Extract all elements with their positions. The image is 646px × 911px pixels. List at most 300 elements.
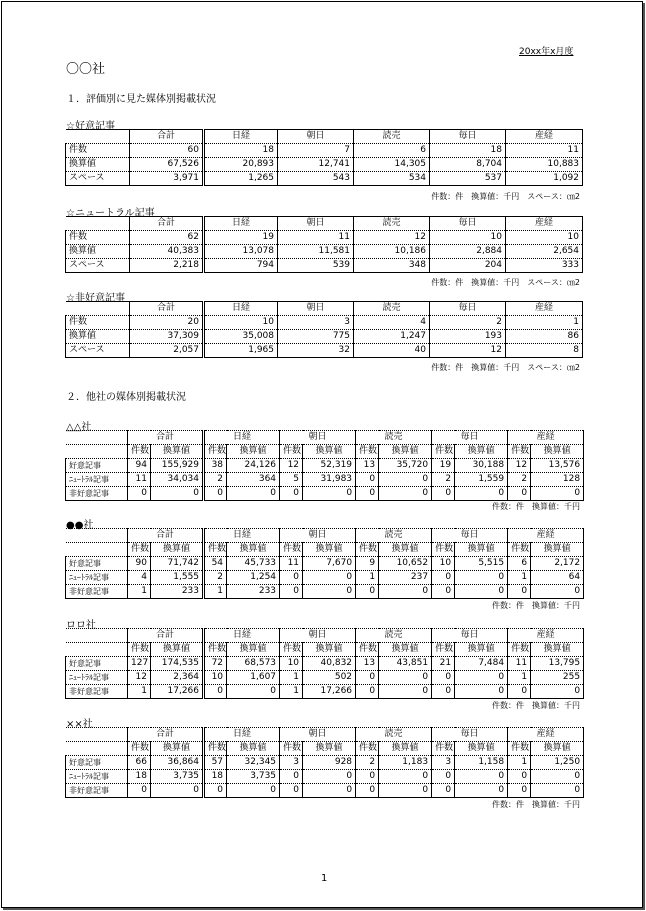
col-header: 朝日 xyxy=(278,130,354,144)
section1-table1-title: ☆ニュートラル記事 xyxy=(66,208,155,219)
sub-header: 換算値 xyxy=(303,445,356,459)
col-header: 合計 xyxy=(128,529,204,543)
sub-header: 換算値 xyxy=(455,543,508,557)
sub-header: 換算値 xyxy=(531,742,584,756)
company-table xyxy=(65,430,584,501)
cell: 928 xyxy=(303,756,356,770)
cell: 13 xyxy=(356,657,379,671)
cell: 2 xyxy=(204,473,227,487)
cell: 1 xyxy=(128,585,151,599)
cell: 6 xyxy=(508,557,531,571)
cell: 237 xyxy=(379,571,432,585)
cell: 35,720 xyxy=(379,459,432,473)
cell: 0 xyxy=(227,487,280,501)
cell: 127 xyxy=(128,657,151,671)
cell: 11,581 xyxy=(278,245,354,259)
table-row xyxy=(66,784,584,798)
cell: 0 xyxy=(508,770,531,784)
cell: 12 xyxy=(354,231,430,245)
cell: 36,864 xyxy=(151,756,204,770)
cell: 2 xyxy=(356,756,379,770)
cell: 0 xyxy=(432,571,455,585)
cell: 11 xyxy=(278,231,354,245)
corner-cell xyxy=(66,217,130,231)
cell: 12 xyxy=(508,459,531,473)
cell: 2,364 xyxy=(151,671,204,685)
cell: 1,607 xyxy=(227,671,280,685)
table-row xyxy=(66,671,584,685)
row-label: 非好意記事 xyxy=(66,585,128,599)
company-table xyxy=(65,528,584,599)
col-header: 産経 xyxy=(506,217,583,231)
table-header-row xyxy=(66,728,584,742)
company-table xyxy=(65,628,584,699)
row-label: 換算値 xyxy=(66,158,130,172)
sub-header: 件数 xyxy=(508,742,531,756)
cell: 12 xyxy=(430,344,506,358)
cell: 0 xyxy=(455,671,508,685)
col-header: 読売 xyxy=(354,302,430,316)
cell: 0 xyxy=(455,685,508,699)
cell: 0 xyxy=(151,784,204,798)
sub-header: 換算値 xyxy=(227,742,280,756)
cell: 0 xyxy=(432,671,455,685)
cell: 0 xyxy=(151,487,204,501)
table-row xyxy=(66,685,584,699)
cell: 0 xyxy=(531,770,584,784)
cell: 794 xyxy=(204,259,278,273)
sub-header: 換算値 xyxy=(303,742,356,756)
sub-header: 件数 xyxy=(128,543,151,557)
cell: 364 xyxy=(227,473,280,487)
cell: 12,741 xyxy=(278,158,354,172)
cell: 0 xyxy=(280,784,303,798)
section1-table2 xyxy=(65,301,583,358)
cell: 3,735 xyxy=(227,770,280,784)
cell: 57 xyxy=(204,756,227,770)
cell: 0 xyxy=(128,784,151,798)
sub-header: 換算値 xyxy=(379,742,432,756)
cell: 14,305 xyxy=(354,158,430,172)
cell: 18 xyxy=(204,144,278,158)
cell: 10,186 xyxy=(354,245,430,259)
cell: 7,484 xyxy=(455,657,508,671)
section2-title: ２．他社の媒体別掲載状況 xyxy=(66,392,186,403)
cell: 3 xyxy=(280,756,303,770)
row-label: 好意記事 xyxy=(66,756,128,770)
sub-header: 件数 xyxy=(356,445,379,459)
company-name: ロロ社 xyxy=(66,620,96,631)
cell: 0 xyxy=(379,784,432,798)
cell: 10,652 xyxy=(379,557,432,571)
cell: 0 xyxy=(531,585,584,599)
col-header: 読売 xyxy=(356,728,432,742)
col-header: 産経 xyxy=(508,728,584,742)
cell: 1 xyxy=(508,756,531,770)
col-header: 合計 xyxy=(128,431,204,445)
corner-cell xyxy=(66,529,128,543)
table-row xyxy=(66,172,583,186)
sub-header: 件数 xyxy=(508,543,531,557)
table-header-row xyxy=(66,431,584,445)
cell: 8 xyxy=(506,344,583,358)
cell: 0 xyxy=(356,473,379,487)
col-header: 朝日 xyxy=(280,728,356,742)
cell: 0 xyxy=(227,685,280,699)
sub-header: 件数 xyxy=(508,643,531,657)
sub-header: 換算値 xyxy=(455,445,508,459)
sub-header: 件数 xyxy=(432,643,455,657)
cell: 4 xyxy=(354,316,430,330)
section1-title: １．評価別に見た媒体別掲載状況 xyxy=(66,94,216,105)
row-label: 件数 xyxy=(66,231,130,245)
cell: 2 xyxy=(508,473,531,487)
cell: 30,188 xyxy=(455,459,508,473)
row-label: 非好意記事 xyxy=(66,487,128,501)
cell: 11 xyxy=(508,657,531,671)
cell: 11 xyxy=(280,557,303,571)
row-label: 件数 xyxy=(66,316,130,330)
table-header-row xyxy=(66,529,584,543)
table-row xyxy=(66,144,583,158)
sub-header: 換算値 xyxy=(151,742,204,756)
cell: 67,526 xyxy=(130,158,204,172)
corner-cell xyxy=(66,302,130,316)
company-name: ●●社 xyxy=(66,520,94,531)
table-subheader-row xyxy=(66,742,584,756)
cell: 12 xyxy=(128,671,151,685)
col-header: 日経 xyxy=(204,217,278,231)
table-row xyxy=(66,316,583,330)
cell: 0 xyxy=(303,487,356,501)
col-header: 産経 xyxy=(506,130,583,144)
cell: 2 xyxy=(204,571,227,585)
col-header: 毎日 xyxy=(432,629,508,643)
company-name: △△社 xyxy=(66,422,92,433)
cell: 66 xyxy=(128,756,151,770)
table-subheader-row xyxy=(66,445,584,459)
cell: 1 xyxy=(280,685,303,699)
cell: 204 xyxy=(430,259,506,273)
sub-header: 換算値 xyxy=(379,643,432,657)
sub-header: 件数 xyxy=(280,742,303,756)
cell: 0 xyxy=(455,571,508,585)
cell: 2 xyxy=(432,473,455,487)
cell: 233 xyxy=(151,585,204,599)
cell: 20,893 xyxy=(204,158,278,172)
cell: 1,559 xyxy=(455,473,508,487)
sub-header: 件数 xyxy=(432,742,455,756)
unit-note: 件数：件 換算値：千円 xyxy=(492,800,580,809)
cell: 1,254 xyxy=(227,571,280,585)
cell: 10 xyxy=(280,657,303,671)
sub-header: 件数 xyxy=(280,445,303,459)
col-header: 合計 xyxy=(130,217,204,231)
sub-header: 換算値 xyxy=(531,445,584,459)
cell: 19 xyxy=(432,459,455,473)
sub-header: 換算値 xyxy=(379,445,432,459)
cell: 1 xyxy=(508,571,531,585)
table-row xyxy=(66,657,584,671)
sub-header: 件数 xyxy=(356,543,379,557)
table-row xyxy=(66,158,583,172)
cell: 12 xyxy=(280,459,303,473)
cell: 5 xyxy=(280,473,303,487)
corner-cell xyxy=(66,643,128,657)
cell: 255 xyxy=(531,671,584,685)
sub-header: 件数 xyxy=(280,543,303,557)
cell: 21 xyxy=(432,657,455,671)
col-header: 朝日 xyxy=(278,302,354,316)
cell: 64 xyxy=(531,571,584,585)
col-header: 毎日 xyxy=(430,302,506,316)
cell: 1,183 xyxy=(379,756,432,770)
cell: 0 xyxy=(280,585,303,599)
report-date: 20xx年x月度 xyxy=(519,47,574,57)
company-title: 〇〇社 xyxy=(66,62,106,77)
table-row xyxy=(66,557,584,571)
col-header: 日経 xyxy=(204,728,280,742)
cell: 0 xyxy=(508,585,531,599)
cell: 62 xyxy=(130,231,204,245)
col-header: 朝日 xyxy=(280,431,356,445)
corner-cell xyxy=(66,543,128,557)
table-subheader-row xyxy=(66,543,584,557)
cell: 43,851 xyxy=(379,657,432,671)
cell: 10 xyxy=(506,231,583,245)
cell: 18 xyxy=(204,770,227,784)
cell: 32,345 xyxy=(227,756,280,770)
cell: 0 xyxy=(432,770,455,784)
sub-header: 換算値 xyxy=(151,445,204,459)
row-label: 好意記事 xyxy=(66,459,128,473)
sub-header: 換算値 xyxy=(303,543,356,557)
row-label: スペース xyxy=(66,259,130,273)
cell: 7 xyxy=(278,144,354,158)
cell: 2,172 xyxy=(531,557,584,571)
cell: 0 xyxy=(204,784,227,798)
cell: 1,965 xyxy=(204,344,278,358)
section1-table0 xyxy=(65,129,583,186)
col-header: 産経 xyxy=(506,302,583,316)
cell: 68,573 xyxy=(227,657,280,671)
cell: 7,670 xyxy=(303,557,356,571)
col-header: 産経 xyxy=(508,529,584,543)
cell: 6 xyxy=(354,144,430,158)
table-header-row xyxy=(66,217,583,231)
cell: 0 xyxy=(432,487,455,501)
cell: 5,515 xyxy=(455,557,508,571)
cell: 38 xyxy=(204,459,227,473)
cell: 17,266 xyxy=(151,685,204,699)
cell: 71,742 xyxy=(151,557,204,571)
cell: 174,535 xyxy=(151,657,204,671)
sub-header: 件数 xyxy=(128,643,151,657)
cell: 0 xyxy=(379,473,432,487)
cell: 0 xyxy=(531,784,584,798)
cell: 8,704 xyxy=(430,158,506,172)
col-header: 読売 xyxy=(356,431,432,445)
table-row xyxy=(66,487,584,501)
table-row xyxy=(66,259,583,273)
cell: 0 xyxy=(356,487,379,501)
cell: 0 xyxy=(531,487,584,501)
cell: 13,795 xyxy=(531,657,584,671)
cell: 18 xyxy=(430,144,506,158)
cell: 0 xyxy=(379,487,432,501)
cell: 20 xyxy=(130,316,204,330)
cell: 3,971 xyxy=(130,172,204,186)
cell: 18 xyxy=(128,770,151,784)
cell: 10 xyxy=(204,671,227,685)
cell: 0 xyxy=(455,770,508,784)
cell: 0 xyxy=(432,784,455,798)
cell: 1,158 xyxy=(455,756,508,770)
cell: 0 xyxy=(508,685,531,699)
cell: 155,929 xyxy=(151,459,204,473)
col-header: 読売 xyxy=(354,217,430,231)
sub-header: 件数 xyxy=(432,445,455,459)
cell: 0 xyxy=(356,784,379,798)
cell: 52,319 xyxy=(303,459,356,473)
cell: 1,250 xyxy=(531,756,584,770)
cell: 45,733 xyxy=(227,557,280,571)
table-row xyxy=(66,459,584,473)
section1-table1 xyxy=(65,216,583,273)
cell: 0 xyxy=(508,487,531,501)
cell: 0 xyxy=(128,487,151,501)
table-header-row xyxy=(66,302,583,316)
sub-header: 件数 xyxy=(356,742,379,756)
cell: 9 xyxy=(356,557,379,571)
cell: 0 xyxy=(379,770,432,784)
row-label: 好意記事 xyxy=(66,557,128,571)
cell: 0 xyxy=(356,685,379,699)
cell: 31,983 xyxy=(303,473,356,487)
table-row xyxy=(66,245,583,259)
col-header: 合計 xyxy=(130,130,204,144)
cell: 1 xyxy=(128,685,151,699)
unit-note: 件数：件 換算値：千円 xyxy=(492,701,580,710)
cell: 24,126 xyxy=(227,459,280,473)
cell: 0 xyxy=(379,671,432,685)
sub-header: 換算値 xyxy=(455,643,508,657)
section1-table0-title: ☆好意記事 xyxy=(66,121,115,132)
cell: 539 xyxy=(278,259,354,273)
unit-note: 件数：件 換算値：千円 xyxy=(492,601,580,610)
cell: 13,078 xyxy=(204,245,278,259)
table-row xyxy=(66,330,583,344)
sub-header: 件数 xyxy=(204,543,227,557)
cell: 3 xyxy=(278,316,354,330)
cell: 1 xyxy=(506,316,583,330)
cell: 534 xyxy=(354,172,430,186)
sub-header: 件数 xyxy=(128,445,151,459)
row-label: ﾆｭｰﾄﾗﾙ記事 xyxy=(66,473,128,487)
col-header: 毎日 xyxy=(430,130,506,144)
cell: 0 xyxy=(531,685,584,699)
table-row xyxy=(66,344,583,358)
row-label: スペース xyxy=(66,344,130,358)
cell: 35,008 xyxy=(204,330,278,344)
sub-header: 換算値 xyxy=(531,543,584,557)
table-row xyxy=(66,756,584,770)
corner-cell xyxy=(66,742,128,756)
cell: 1 xyxy=(508,671,531,685)
sub-header: 換算値 xyxy=(227,445,280,459)
table-row xyxy=(66,473,584,487)
company-table xyxy=(65,727,584,798)
cell: 0 xyxy=(356,585,379,599)
table-row xyxy=(66,231,583,245)
cell: 11 xyxy=(506,144,583,158)
cell: 60 xyxy=(130,144,204,158)
cell: 32 xyxy=(278,344,354,358)
sub-header: 換算値 xyxy=(151,543,204,557)
row-label: 非好意記事 xyxy=(66,685,128,699)
col-header: 朝日 xyxy=(278,217,354,231)
cell: 0 xyxy=(303,571,356,585)
cell: 0 xyxy=(379,585,432,599)
cell: 0 xyxy=(508,784,531,798)
cell: 0 xyxy=(204,685,227,699)
cell: 17,266 xyxy=(303,685,356,699)
col-header: 読売 xyxy=(356,629,432,643)
sub-header: 換算値 xyxy=(227,643,280,657)
cell: 1 xyxy=(204,585,227,599)
row-label: 非好意記事 xyxy=(66,784,128,798)
cell: 0 xyxy=(280,770,303,784)
cell: 2,218 xyxy=(130,259,204,273)
col-header: 日経 xyxy=(204,629,280,643)
sub-header: 件数 xyxy=(204,643,227,657)
col-header: 読売 xyxy=(356,529,432,543)
cell: 40,832 xyxy=(303,657,356,671)
sub-header: 件数 xyxy=(508,445,531,459)
sub-header: 換算値 xyxy=(151,643,204,657)
sub-header: 換算値 xyxy=(227,543,280,557)
cell: 1 xyxy=(280,671,303,685)
cell: 4 xyxy=(128,571,151,585)
cell: 10 xyxy=(430,231,506,245)
col-header: 産経 xyxy=(508,629,584,643)
table-subheader-row xyxy=(66,643,584,657)
cell: 10 xyxy=(432,557,455,571)
table-header-row xyxy=(66,130,583,144)
col-header: 日経 xyxy=(204,130,278,144)
cell: 13 xyxy=(356,459,379,473)
cell: 1,555 xyxy=(151,571,204,585)
cell: 1 xyxy=(356,571,379,585)
page-number: 1 xyxy=(321,873,328,884)
cell: 54 xyxy=(204,557,227,571)
sub-header: 件数 xyxy=(204,742,227,756)
sub-header: 換算値 xyxy=(303,643,356,657)
cell: 0 xyxy=(432,585,455,599)
cell: 3,735 xyxy=(151,770,204,784)
cell: 1,247 xyxy=(354,330,430,344)
cell: 0 xyxy=(303,784,356,798)
row-label: 好意記事 xyxy=(66,657,128,671)
cell: 0 xyxy=(303,585,356,599)
row-label: ﾆｭｰﾄﾗﾙ記事 xyxy=(66,770,128,784)
sub-header: 換算値 xyxy=(379,543,432,557)
cell: 37,309 xyxy=(130,330,204,344)
col-header: 合計 xyxy=(128,728,204,742)
col-header: 産経 xyxy=(508,431,584,445)
sub-header: 件数 xyxy=(204,445,227,459)
col-header: 毎日 xyxy=(430,217,506,231)
